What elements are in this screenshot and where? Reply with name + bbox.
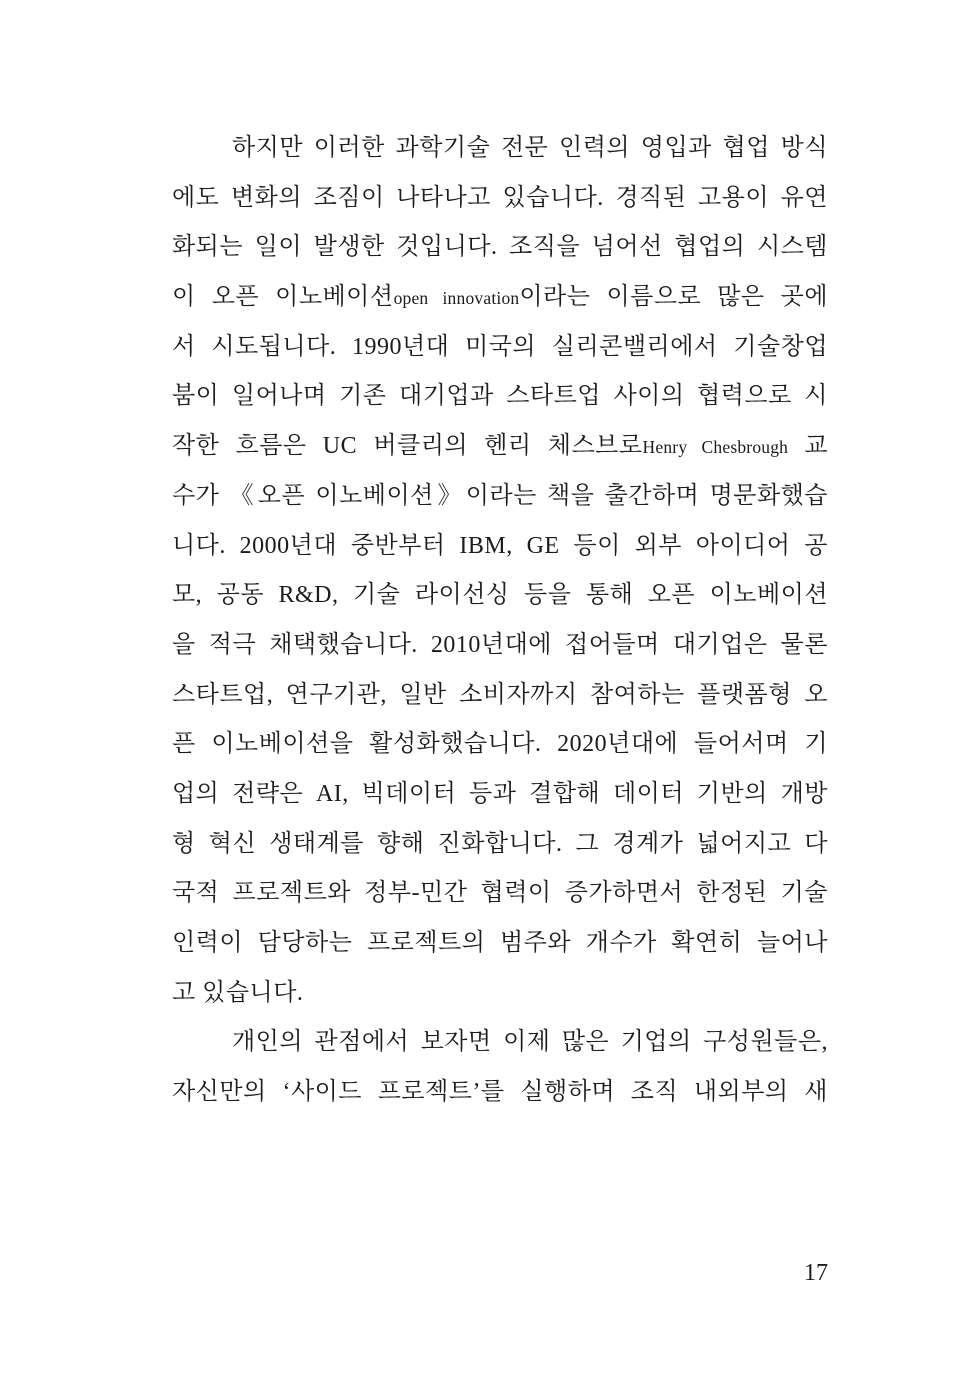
line-text: 인력이 담당하는 프로젝트의 범주와 개수가 확연히 늘어나 bbox=[172, 930, 828, 956]
line-text: 작한 흐름은 UC 버클리의 헨리 체스브로 bbox=[172, 433, 643, 460]
text-line bbox=[172, 869, 828, 919]
line-text: 이 오픈 이노베이션 bbox=[172, 284, 394, 311]
inline-english-annotation: open innovation bbox=[393, 288, 520, 309]
line-text: 개인의 관점에서 보자면 이제 많은 기업의 구성원들은, bbox=[232, 1029, 828, 1056]
text-line bbox=[172, 621, 828, 671]
text-line bbox=[172, 571, 828, 621]
line-text: 스타트업, 연구기관, 일반 소비자까지 참여하는 플랫폼형 오 bbox=[172, 681, 828, 708]
line-text: 픈 이노베이션을 활성화했습니다. 2020년대에 들어서며 기 bbox=[172, 731, 828, 758]
line-text: 자신만의 ‘사이드 프로젝트’를 실행하며 조직 내외부의 새 bbox=[172, 1079, 828, 1106]
line-text: 화되는 일이 발생한 것입니다. 조직을 넘어선 협업의 시스템 bbox=[172, 234, 828, 261]
line-text: 에도 변화의 조짐이 나타나고 있습니다. 경직된 고용이 유연 bbox=[172, 184, 828, 211]
line-text: 이라는 이름으로 많은 곳에 bbox=[519, 284, 828, 311]
text-line bbox=[172, 223, 828, 273]
text-line bbox=[172, 422, 828, 472]
text-line bbox=[172, 671, 828, 721]
text-line bbox=[172, 522, 828, 572]
inline-english-annotation: Henry Chesbrough bbox=[642, 437, 789, 458]
line-text: 업의 전략은 AI, 빅데이터 등과 결합해 데이터 기반의 개방 bbox=[172, 780, 828, 807]
line-text: 을 적극 채택했습니다. 2010년대에 접어들며 대기업은 물론 bbox=[172, 631, 828, 658]
text-line bbox=[172, 124, 828, 174]
text-line bbox=[172, 969, 828, 1019]
line-text: 서 시도됩니다. 1990년대 미국의 실리콘밸리에서 기술창업 bbox=[172, 333, 828, 360]
line-text: 교 bbox=[788, 433, 828, 460]
line-text: 모, 공동 R&D, 기술 라이선싱 등을 통해 오픈 이노베이션 bbox=[172, 582, 828, 609]
text-line bbox=[172, 323, 828, 373]
text-line bbox=[172, 770, 828, 820]
text-line bbox=[172, 720, 828, 770]
body-text bbox=[172, 124, 828, 1118]
line-text: 국적 프로젝트와 정부-민간 협력이 증가하면서 한정된 기술 bbox=[172, 880, 828, 907]
line-text: 니다. 2000년대 중반부터 IBM, GE 등이 외부 아이디어 공 bbox=[172, 532, 828, 559]
text-line bbox=[172, 273, 828, 323]
line-text: 수가 《오픈 이노베이션》이라는 책을 출간하며 명문화했습 bbox=[172, 482, 828, 509]
text-line bbox=[172, 472, 828, 522]
page-number: 17 bbox=[804, 1260, 828, 1286]
text-line bbox=[172, 820, 828, 870]
text-line bbox=[172, 919, 828, 969]
text-line bbox=[172, 1018, 828, 1068]
text-line bbox=[172, 174, 828, 224]
line-text: 고 있습니다. bbox=[172, 979, 304, 1006]
text-line bbox=[172, 1068, 828, 1118]
line-text: 형 혁신 생태계를 향해 진화합니다. 그 경계가 넓어지고 다 bbox=[172, 830, 828, 857]
line-text: 붐이 일어나며 기존 대기업과 스타트업 사이의 협력으로 시 bbox=[172, 383, 828, 410]
line-text: 하지만 이러한 과학기술 전문 인력의 영입과 협업 방식 bbox=[232, 135, 828, 161]
text-line bbox=[172, 372, 828, 422]
